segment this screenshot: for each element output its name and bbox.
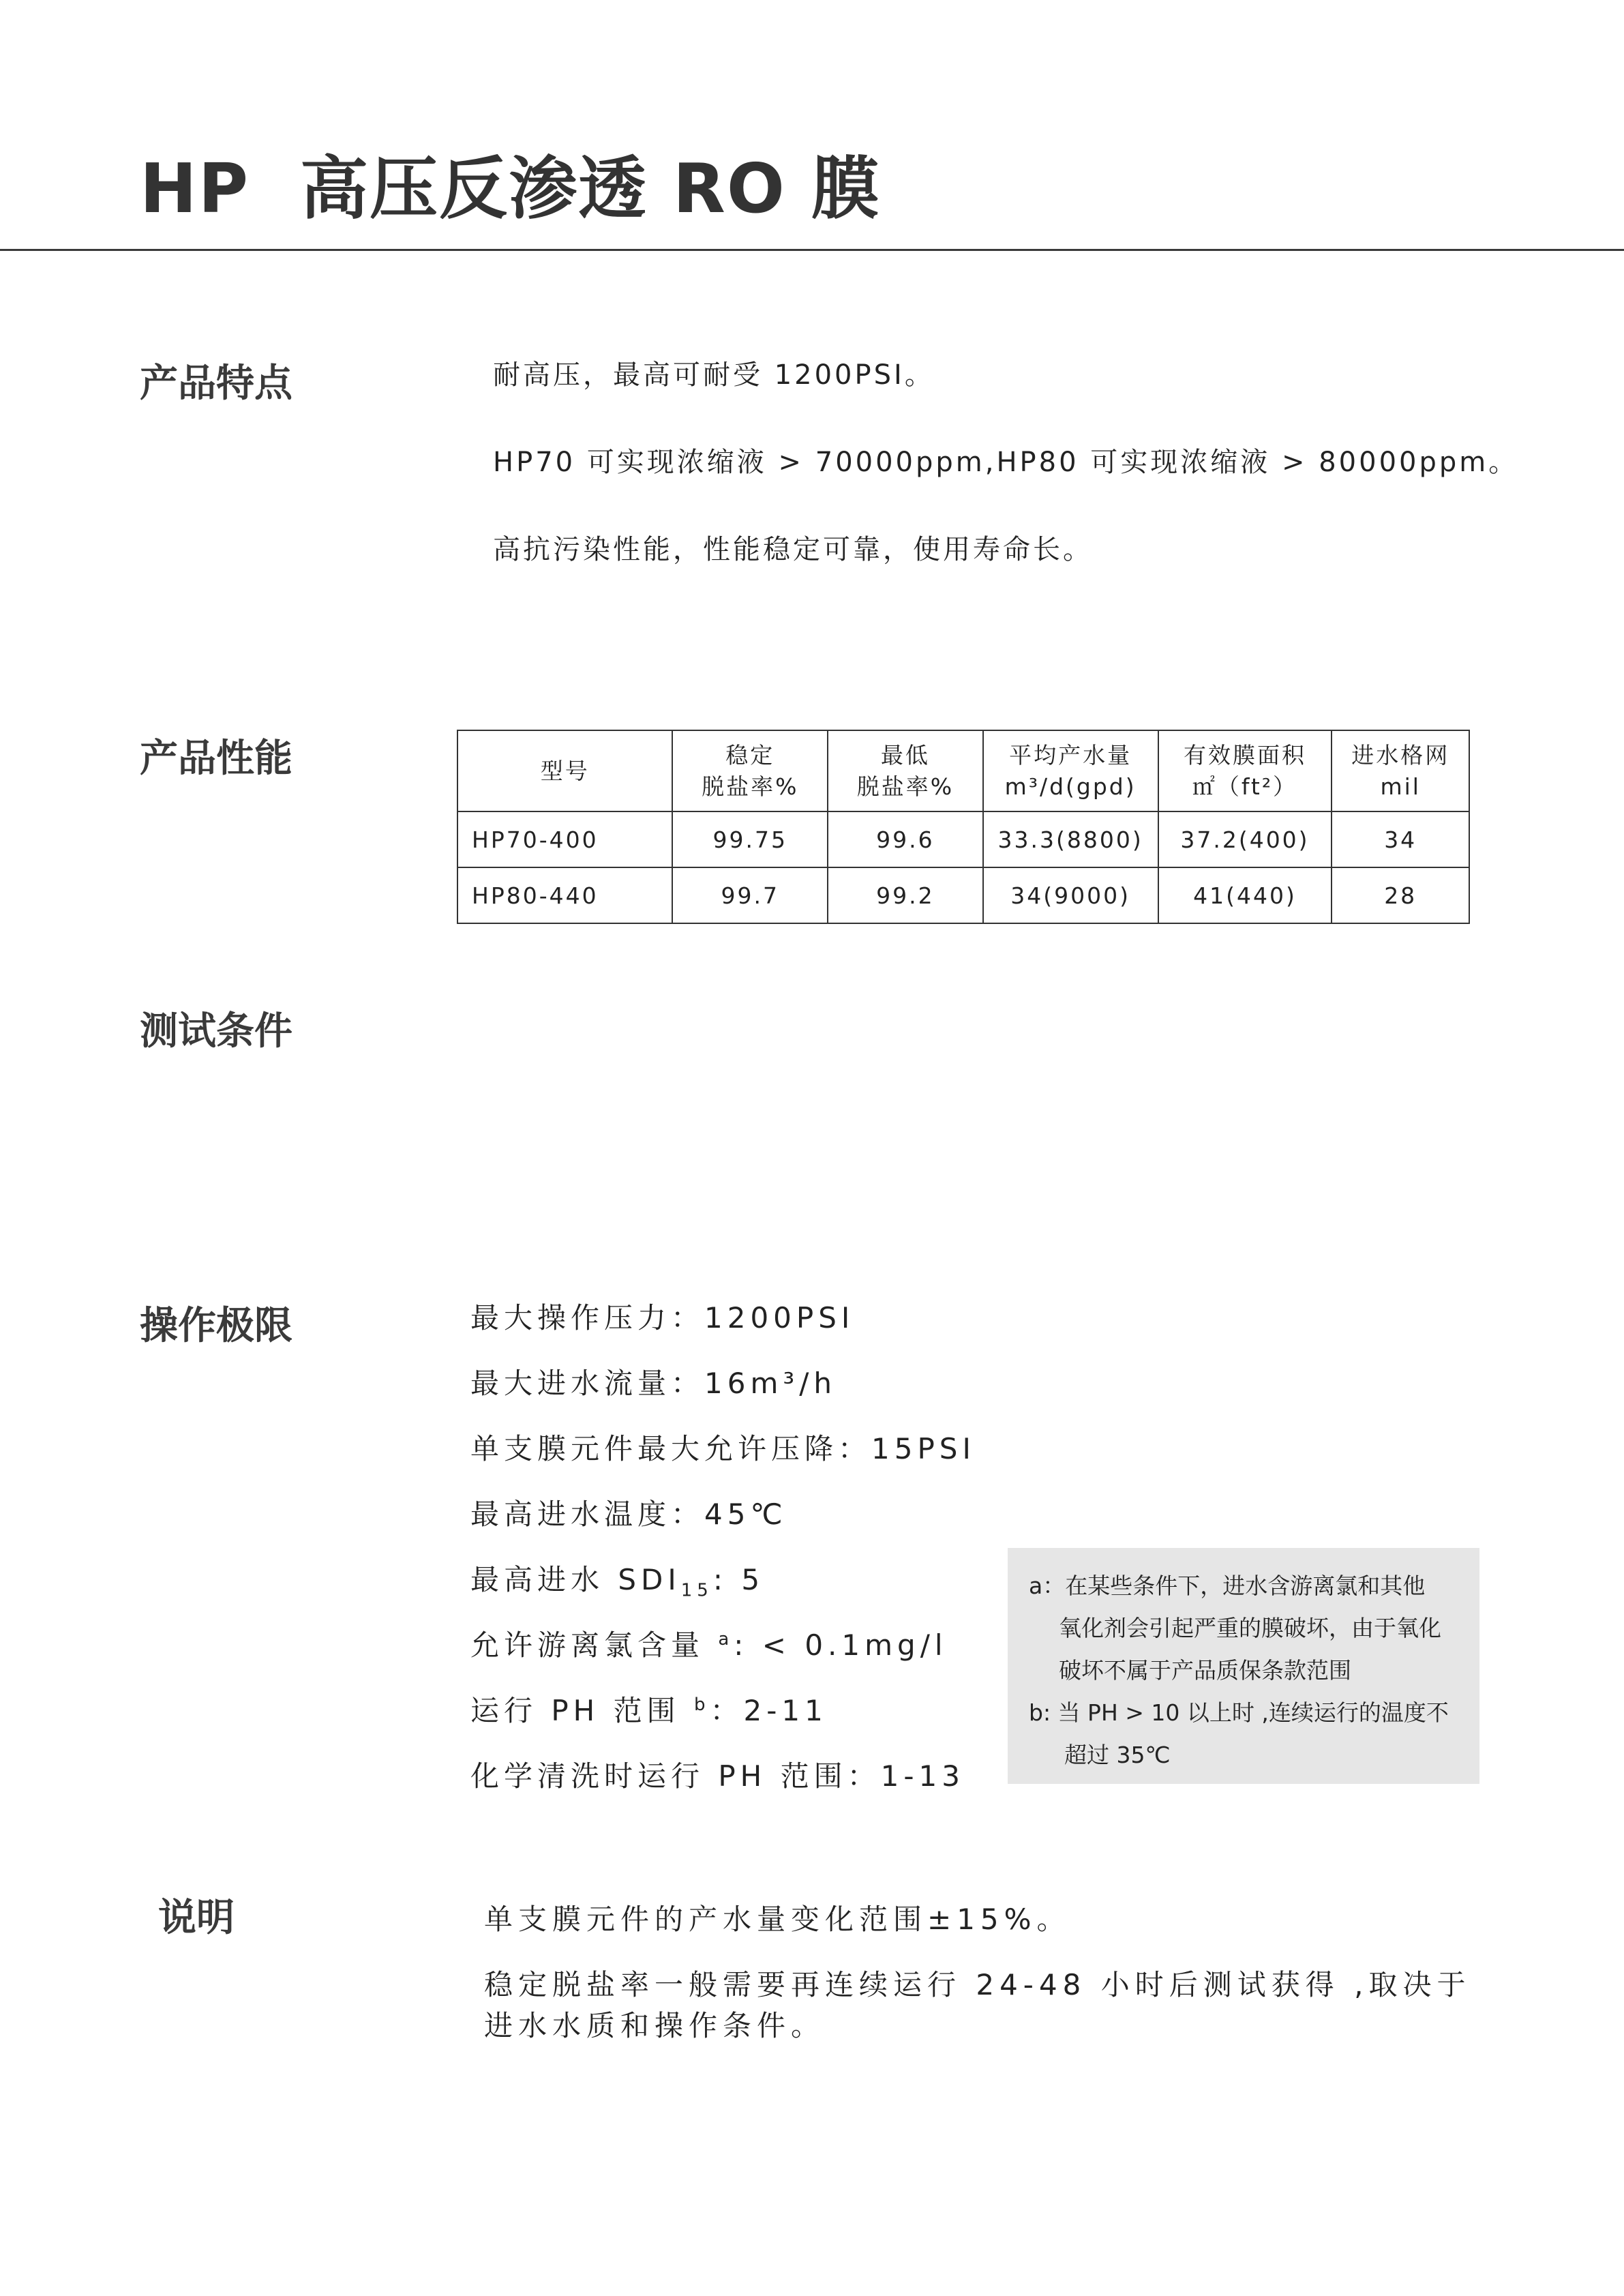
footnote-b-line-1: b: 当 PH > 10 以上时 ,连续运行的温度不 [1029,1699,1449,1726]
cell-feed-spacer: 28 [1332,867,1469,923]
footnote-a-line-3: 破坏不属于产品质保条款范围 [1059,1657,1351,1684]
cell-membrane-area: 37.2(400) [1158,811,1332,867]
title-name: 高压反渗透 RO 膜 [300,149,881,228]
limits-heading: 操作极限 [140,1304,292,1348]
cell-model: HP80-440 [457,867,672,923]
footnote-a-line-1: a：在某些条件下，进水含游离氯和其他 [1029,1572,1426,1599]
test-conditions-heading: 测试条件 [140,1009,292,1054]
limit-cleaning-ph-range: 化学清洗时运行 PH 范围：1-13 [470,1759,965,1793]
cell-stable-rejection: 99.7 [672,867,828,923]
explanation-line-1: 单支膜元件的产水量变化范围±15%。 [484,1903,1071,1936]
col-header-avg-flow: 平均产水量 m³/d(gpd) [983,730,1158,811]
cell-avg-flow: 33.3(8800) [983,811,1158,867]
table-header-row [457,730,1469,811]
cell-feed-spacer: 34 [1332,811,1469,867]
performance-heading: 产品性能 [140,736,292,781]
cell-model: HP70-400 [457,811,672,867]
cell-stable-rejection: 99.75 [672,811,828,867]
footnote-b-line-2: 超过 35℃ [1064,1742,1171,1768]
explanation-line-3: 进水水质和操作条件。 [484,2009,826,2042]
footnote-box [1008,1548,1479,1784]
col-header-min-rejection: 最低 脱盐率% [828,730,983,811]
limit-max-pressure: 最大操作压力：1200PSI [470,1301,855,1335]
explanation-line-2: 稳定脱盐率一般需要再连续运行 24-48 小时后测试获得 ,取决于 [484,1968,1471,2001]
title-model: HP [140,149,250,228]
limit-ph-range: 运行 PH 范围 $^b$：2-11 [470,1694,828,1727]
feature-item-3: 高抗污染性能，性能稳定可靠，使用寿命长。 [493,534,1093,565]
cell-min-rejection: 99.2 [828,867,983,923]
table-row [457,811,1469,867]
feature-item-1: 耐高压，最高可耐受 1200PSI。 [493,359,935,391]
col-header-feed-spacer: 进水格网 mil [1332,730,1469,811]
footnote-a-line-2: 氧化剂会引起严重的膜破坏，由于氧化 [1059,1615,1441,1641]
title-divider [0,249,1624,251]
limit-max-pressure-drop: 单支膜元件最大允许压降：15PSI [470,1432,976,1465]
table-row [457,867,1469,923]
limit-max-sdi: 最高进水 $SDI_{15}$: 5 [470,1563,765,1601]
page-title [140,134,881,232]
limit-max-temperature: 最高进水温度：45℃ [470,1497,787,1531]
col-header-model: 型号 [457,730,672,811]
feature-item-2: HP70 可实现浓缩液 > 70000ppm,HP80 可实现浓缩液 > 80000ppm。 [493,447,1519,478]
cell-min-rejection: 99.6 [828,811,983,867]
performance-table [457,730,1470,924]
limit-max-flow: 最大进水流量：16m³/h [470,1367,837,1400]
explanation-heading: 说明 [158,1896,235,1940]
cell-membrane-area: 41(440) [1158,867,1332,923]
col-header-membrane-area: 有效膜面积 ㎡（ft²） [1158,730,1332,811]
features-heading: 产品特点 [140,361,292,406]
cell-avg-flow: 34(9000) [983,867,1158,923]
limit-free-chlorine: 允许游离氯含量 $^a$: < 0.1mg/l [470,1628,948,1662]
col-header-stable-rejection: 稳定 脱盐率% [672,730,828,811]
